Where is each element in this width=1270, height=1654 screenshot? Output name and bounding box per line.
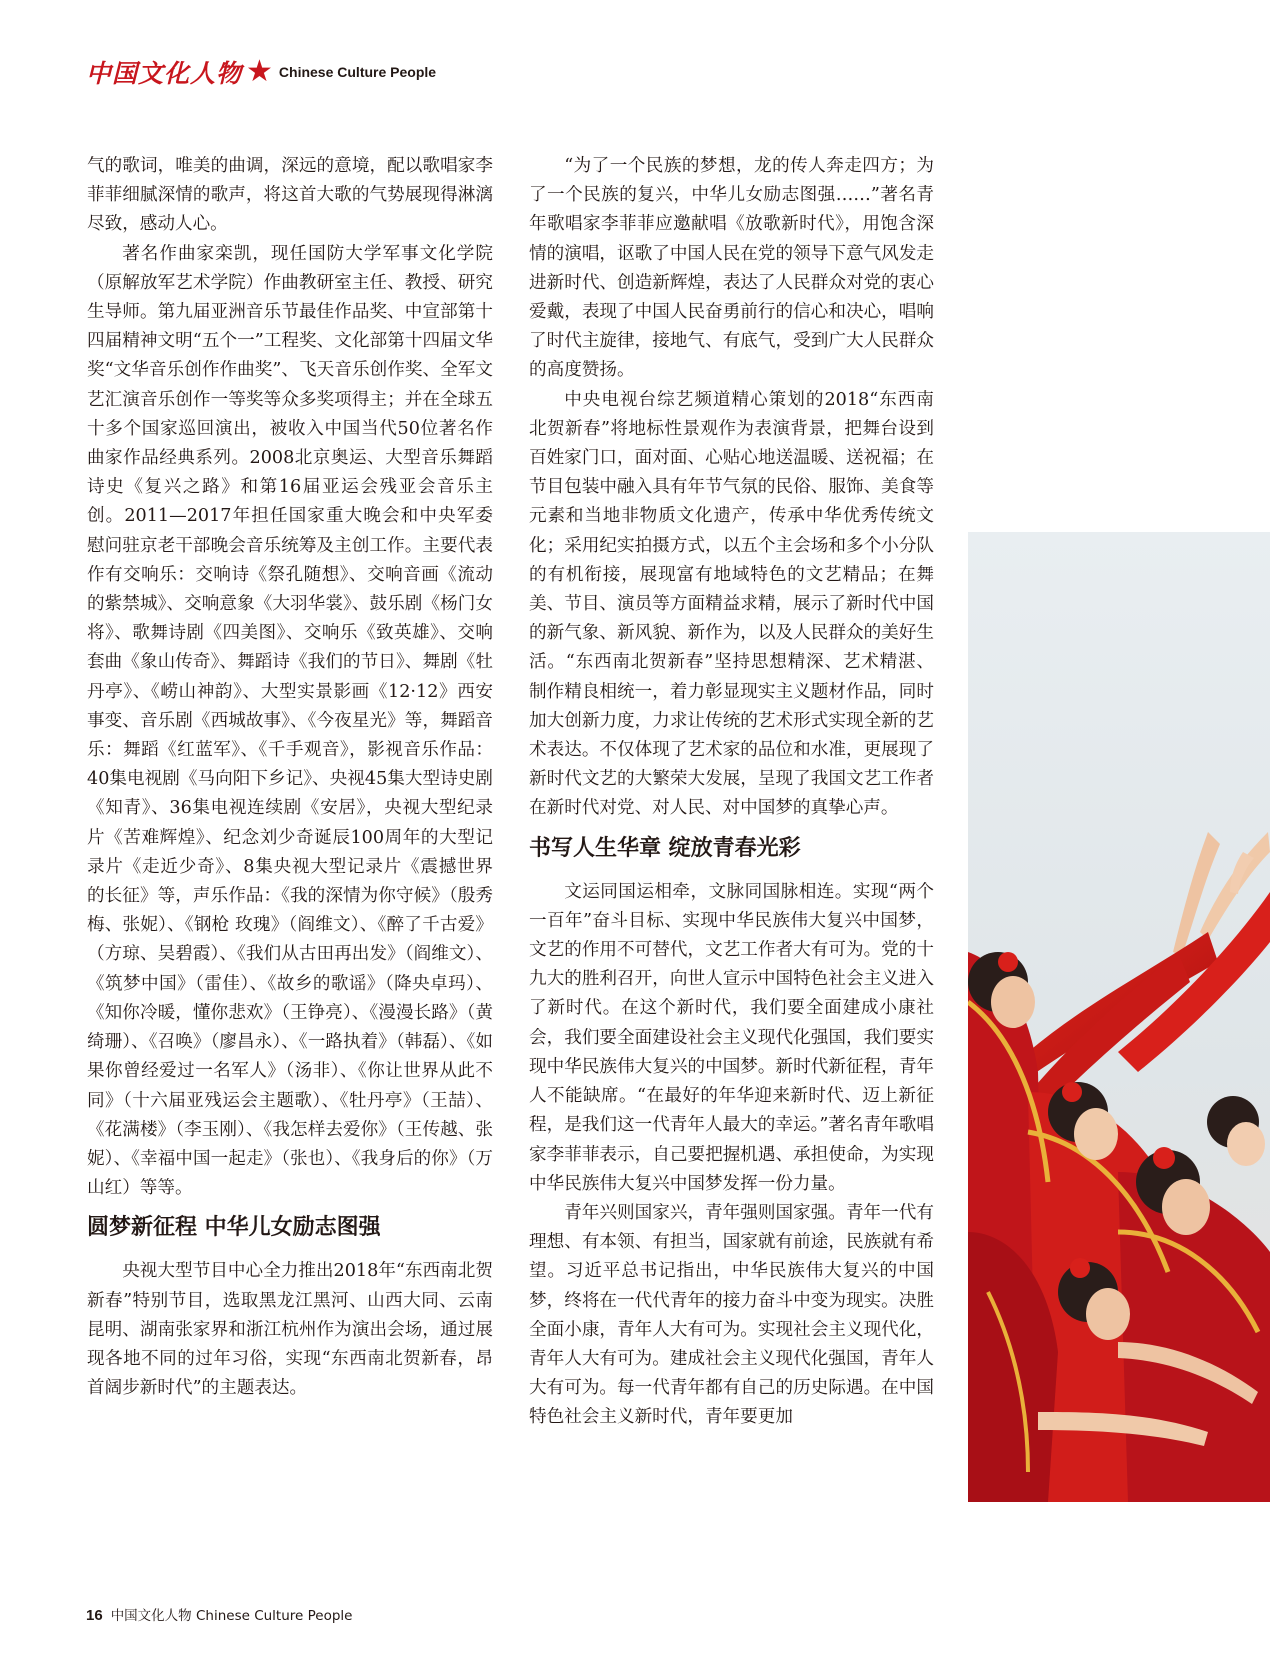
left-column bbox=[87, 152, 493, 1403]
page-footer bbox=[86, 1604, 353, 1624]
section-heading-1: 圆梦新征程 中华儿女励志图强 bbox=[87, 1215, 381, 1241]
mid-paragraph-4: 青年兴则国家兴，青年强则国家强。青年一代有理想、有本领、有担当，国家就有前途，民族就有希望。习近平总书记指出，中华民族伟大复兴的中国梦，终将在一代代青年的接力奋斗中变为现实。决胜全面小康，青年人大有可为。实现社会主义现代化，青年人大有可为。建成社会主义现代化强国，青年人大有可为。每一代青年都有自己的历史际遇。在中国特色社会主义新时代，青年要更加 bbox=[529, 1202, 934, 1428]
magazine-logo-en: Chinese Culture People bbox=[278, 64, 437, 80]
left-paragraph-3: 央视大型节目中心全力推出2018年“东西南北贺新春”特别节目，选取黑龙江黑河、山西大同、云南昆明、湖南张家界和浙江杭州作为演出会场，通过展现各地不同的过年习俗，实现“东西南北贺新春，昂首阔步新时代”的主题表达。 bbox=[87, 1261, 493, 1399]
section-heading-2: 书写人生华章 绽放青春光彩 bbox=[529, 835, 801, 861]
left-paragraph-1: 气的歌词，唯美的曲调，深远的意境，配以歌唱家李菲菲细腻深情的歌声，将这首大歌的气势展现得淋漓尽致，感动人心。 bbox=[87, 156, 493, 235]
footer-publication: 中国文化人物 Chinese Culture People bbox=[110, 1608, 353, 1624]
mid-paragraph-2: 中央电视台综艺频道精心策划的2018“东西南北贺新春”将地标性景观作为表演背景，把舞台设到百姓家门口，面对面、心贴心地送温暖、送祝福；在节目包装中融入具有年节气氛的民俗、服饰、美食等元素和当地非物质文化遗产，传承中华优秀传统文化；采用纪实拍摄方式，以五个主会场和多个小分队的有机衔接，展现富有地域特色的文艺精品；在舞美、节目、演员等方面精益求精，展示了新时代中国的新气象、新风貌、新作为，以及人民群众的美好生活。“东西南北贺新春”坚持思想精深、艺术精湛、制作精良相统一，着力彰显现实主义题材作品，同时加大创新力度，力求让传统的艺术形式实现全新的艺术表达。不仅体现了艺术家的品位和水准，更展现了新时代文艺的大繁荣大发展，呈现了我国文艺工作者在新时代对党、对人民、对中国梦的真挚心声。 bbox=[529, 389, 934, 819]
dancers-illustration bbox=[968, 532, 1270, 1502]
mid-paragraph-3: 文运同国运相牵，文脉同国脉相连。实现“两个一百年”奋斗目标、实现中华民族伟大复兴中国梦，文艺的作用不可替代，文艺工作者大有可为。党的十九大的胜利召开，向世人宣示中国特色社会主义进入了新时代。在这个新时代，我们要全面建成小康社会，我们要全面建设社会主义现代化强国，我们要实现中华民族伟大复兴的中国梦。新时代新征程，青年人不能缺席。“在最好的年华迎来新时代、迈上新征程，是我们这一代青年人最大的幸运。”著名青年歌唱家李菲菲表示，自己要把握机遇、承担使命，为实现中华民族伟大复兴中国梦发挥一份力量。 bbox=[529, 881, 934, 1194]
magazine-logo-cn: 中国文化人物 bbox=[86, 59, 243, 88]
middle-column bbox=[529, 152, 934, 1433]
dancers-photo bbox=[968, 532, 1270, 1502]
star-icon: ★ bbox=[246, 54, 273, 89]
left-paragraph-2: 著名作曲家栾凯，现任国防大学军事文化学院（原解放军艺术学院）作曲教研室主任、教授、研究生导师。第九届亚洲音乐节最佳作品奖、中宣部第十四届精神文明“五个一”工程奖、文化部第十四届文华奖“文华音乐创作作曲奖”、飞天音乐创作奖、全军文艺汇演音乐创作一等奖等众多奖项得主；并在全球五十多个国家巡回演出，被收入中国当代50位著名作曲家作品经典系列。2008北京奥运、大型音乐舞蹈诗史《复兴之路》和第16届亚运会残亚会音乐主创。2011—2017年担任国家重大晚会和中央军委慰问驻京老干部晚会音乐统筹及主创工作。主要代表作有交响乐：交响诗《祭孔随想》、交响音画《流动的紫禁城》、交响意象《大羽华裳》、鼓乐剧《杨门女将》、歌舞诗剧《四美图》、交响乐《致英雄》、交响套曲《象山传奇》、舞蹈诗《我们的节日》、舞剧《牡丹亭》、《崂山神韵》、大型实景影画《12·12》西安事变、音乐剧《西城故事》、《今夜星光》等，舞蹈音乐：舞蹈《红蓝军》、《千手观音》，影视音乐作品：40集电视剧《马向阳下乡记》、央视45集大型诗史剧《知青》、36集电视连续剧《安居》，央视大型纪录片《苦难辉煌》、纪念刘少奇诞辰100周年的大型记录片《走近少奇》、8集央视大型记录片《震撼世界的长征》等，声乐作品：《我的深情为你守候》（殷秀梅、张妮）、《钢枪 玫瑰》（阎维文）、《醉了千古爱》（方琼、吴碧霞）、《我们从古田再出发》（阎维文）、《筑梦中国》（雷佳）、《故乡的歌谣》（降央卓玛）、《知你冷暖，懂你悲欢》（王铮亮）、《漫漫长路》（黄绮珊）、《召唤》（廖昌永）、《一路执着》（韩磊）、《如果你曾经爱过一名军人》（汤非）、《你让世界从此不同》（十六届亚残运会主题歌）、《牡丹亭》（王喆）、《花满楼》（李玉刚）、《我怎样去爱你》（王传越、张妮）、《幸福中国一起走》（张也）、《我身后的你》（万山红）等等。 bbox=[87, 243, 493, 1199]
page-number: 16 bbox=[86, 1607, 103, 1624]
mid-paragraph-1: “为了一个民族的梦想，龙的传人奔走四方；为了一个民族的复兴，中华儿女励志图强……”著名青年歌唱家李菲菲应邀献唱《放歌新时代》，用饱含深情的演唱，讴歌了中国人民在党的领导下意气风发走进新时代、创造新辉煌，表达了人民群众对党的衷心爱戴，表现了中国人民奋勇前行的信心和决心，唱响了时代主旋律，接地气、有底气，受到广大人民群众的高度赞扬。 bbox=[529, 156, 934, 381]
magazine-header bbox=[86, 52, 436, 92]
